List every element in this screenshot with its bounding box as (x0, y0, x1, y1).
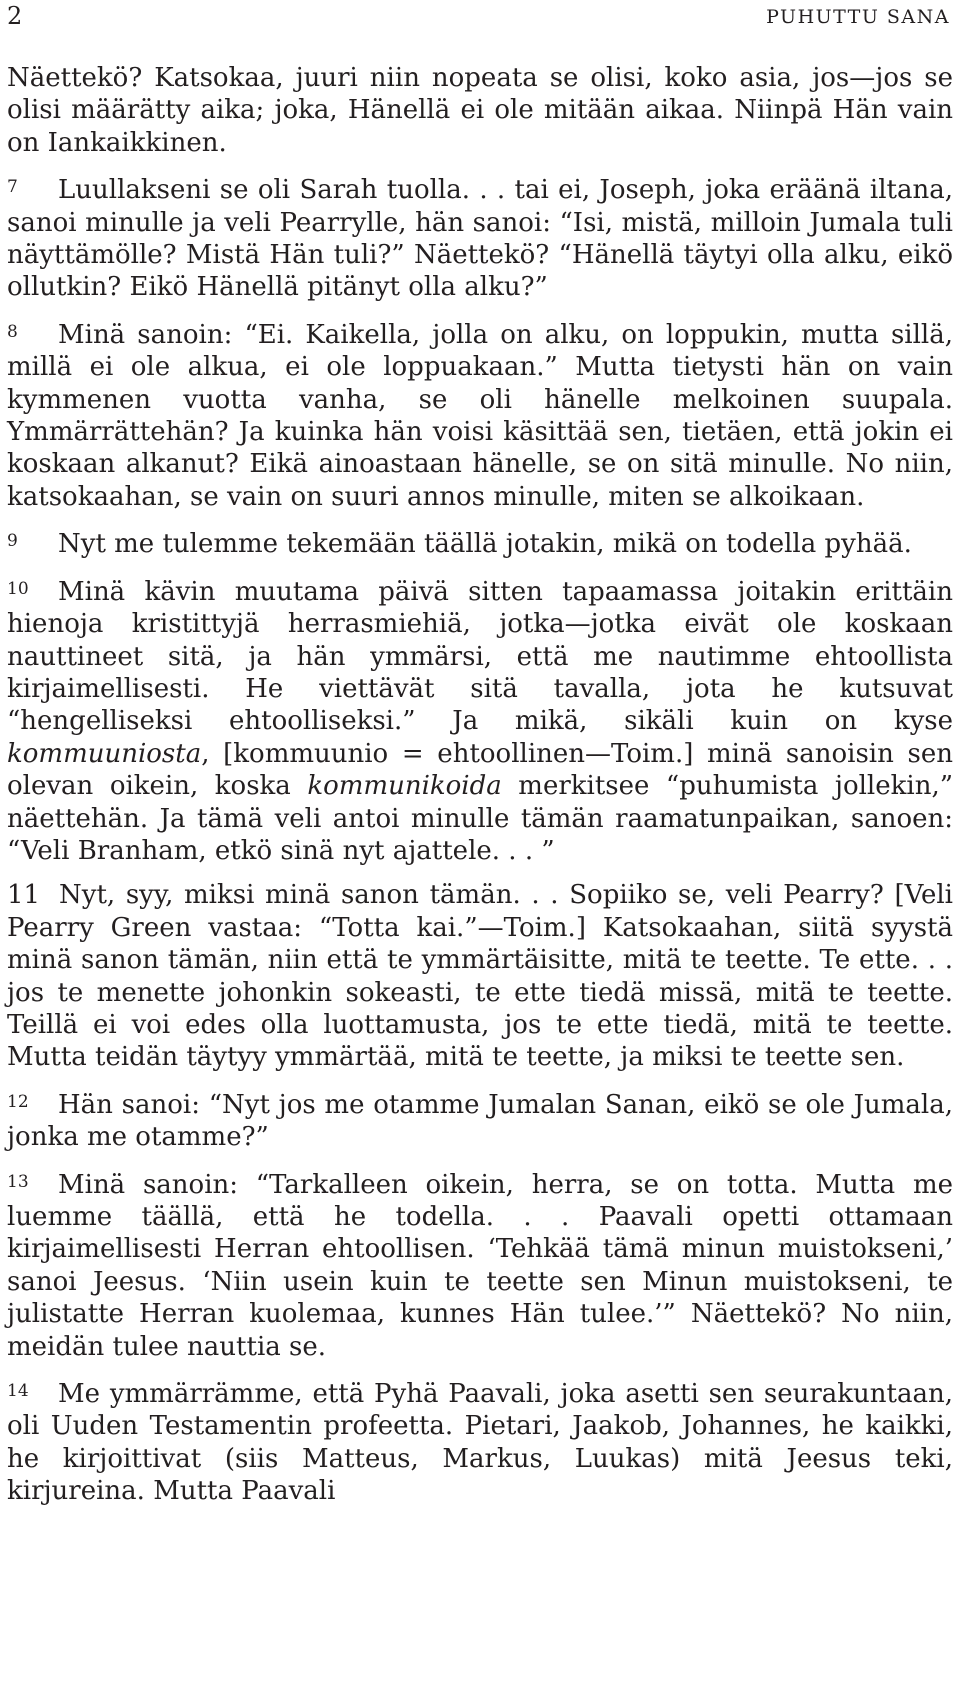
paragraph-text: Luullakseni se oli Sarah tuolla. . . tai ei, Joseph, joka eräänä iltana, sanoi minulle ja veli Pearrylle, hän sanoi: “Isi, mistä, milloin Jumala tuli näyttämölle? Mistä Hän tuli?” Näettekö? “Hänellä täytyi olla alku, eikö ollutkin? Eikö Hänellä pitänyt olla alku?” (7, 175, 953, 303)
paragraph-text: Me ymmärrämme, että Pyhä Paavali, joka asetti sen seurakuntaan, oli Uuden Testamentin profeetta. Pietari, Jaakob, Johannes, he kaikki, he kirjoittivat (siis Matteus, Markus, Luukas) mitä Jeesus teki, kirjureina. Mutta Paavali (7, 1379, 953, 1507)
paragraph-text-cont: merkitsee “puhumista jollekin,” näettehän. Ja tämä veli antoi minulle tämän raamatunpaikan, sanoen: “Veli Branham, etkö sinä nyt ajattele. . . ” (7, 771, 954, 866)
paragraph-text: Minä sanoin: “Tarkalleen oikein, herra, se on totta. Mutta me luemme täällä, että he todella. . . Paavali opetti ottamaan kirjaimellisesti Herran ehtoollisen. ‘Tehkää tämä minun muistokseni,’ sanoi Jeesus. ‘Niin usein kuin te teette sen Minun muistokseni, te julistatte Herran kuolemaa, kunnes Hän tulee.’” Näettekö? No niin, meidän tulee nauttia se. (7, 1169, 953, 1362)
paragraph-text: Minä sanoin: “Ei. Kaikella, jolla on alku, on loppukin, mutta sillä, millä ei ole alkua, ei ole loppuakaan.” Mutta tietysti hän on vain kymmenen vuotta vanha, se oli hänelle melkoinen suupala. Ymmärrättehän? Ja kuinka hän voisi käsittää sen, tietäen, että jokin ei koskaan alkanut? Eikä ainoastaan hänelle, se on sitä minulle. No niin, katsokaahan, se vain on suuri annos minulle, miten se alkoikaan. (7, 319, 953, 512)
page-header (7, 2, 950, 32)
paragraph-13 (7, 1166, 953, 1363)
paragraph-12 (7, 1086, 953, 1154)
paragraph-11 (7, 879, 953, 1073)
paragraph-number: 10 (7, 578, 29, 599)
paragraph-number: 12 (7, 1091, 29, 1112)
running-title: PUHUTTU SANA (766, 6, 950, 28)
paragraph-number: 14 (7, 1381, 29, 1402)
paragraph-8 (7, 316, 953, 513)
paragraph-number: 7 (7, 177, 18, 198)
document-body (7, 62, 953, 1508)
paragraph-text: Näettekö? Katsokaa, juuri niin nopeata se olisi, koko asia, jos—jos se olisi määrätty aika; joka, Hänellä ei ole mitään aikaa. Niinpä Hän vain on Iankaikkinen. (7, 63, 953, 158)
paragraph-10 (7, 573, 953, 868)
paragraph-number: 11 (7, 880, 41, 911)
paragraph-7 (7, 171, 953, 304)
italic-term-kommuuniosta: kommuuniosta (7, 738, 202, 769)
paragraph-text: Hän sanoi: “Nyt jos me otamme Jumalan Sanan, eikö se ole Jumala, jonka me otamme?” (7, 1089, 953, 1153)
paragraph-6 (7, 62, 953, 159)
paragraph-number: 9 (7, 531, 18, 552)
italic-term-kommunikoida: kommunikoida (307, 771, 502, 802)
page-number: 2 (7, 2, 23, 30)
paragraph-text: Minä kävin muutama päivä sitten tapaamassa joitakin erittäin hienoja kristittyjä herrasmiehiä, jotka—jotka eivät ole koskaan nauttineet sitä, ja hän ymmärsi, että me nautimme ehtoollista kirjaimellisesti. He viettävät sitä tavalla, jota he kutsuvat “hengelliseksi ehtoolliseksi.” Ja mikä, sikäli kuin on kyse (7, 576, 953, 737)
paragraph-text: Nyt, syy, miksi minä sanon tämän. . . Sopiiko se, veli Pearry? [Veli Pearry Green vastaa: “Totta kai.”—Toim.] Katsokaahan, siitä syystä minä sanon tämän, niin että te ymmärtäisitte, mitä te teette. Te ette. . . jos te menette johonkin sokeasti, te ette tiedä missä, mitä te teette. Teillä ei voi edes olla luottamusta, jos te ette tiedä, mitä te teette. Mutta teidän täytyy ymmärtää, mitä te teette, ja miksi te teette sen. (7, 880, 953, 1073)
paragraph-text-cont: , [kommuunio = ehtoollinen—Toim.] minä sanoisin sen olevan oikein, koska (7, 738, 953, 802)
paragraph-number: 8 (7, 321, 18, 342)
paragraph-14 (7, 1375, 953, 1508)
paragraph-number: 13 (7, 1171, 29, 1192)
paragraph-9 (7, 525, 953, 560)
paragraph-text: Nyt me tulemme tekemään täällä jotakin, mikä on todella pyhää. (58, 529, 912, 560)
